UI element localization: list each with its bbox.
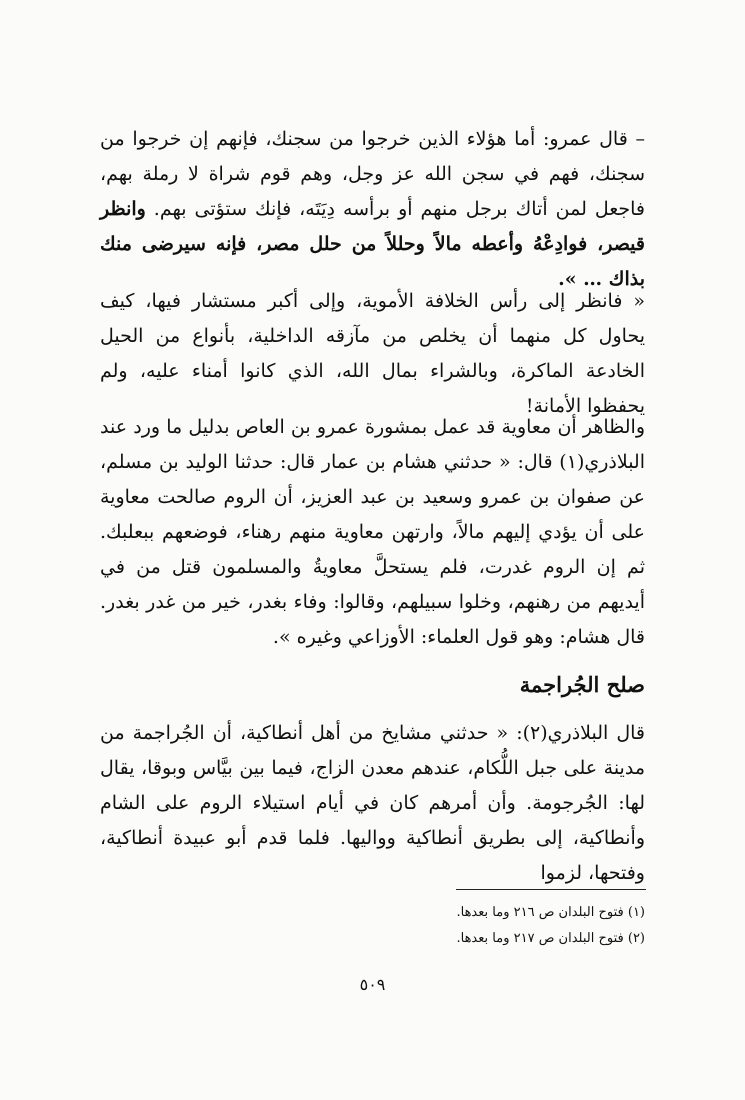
commentary-paragraph: « فانظر إلى رأس الخلافة الأموية، وإلى أكبر مستشار فيها، كيف يحاول كل منهما أن يخلص من مآزقه الداخلية، بأنواع من الحيل الخادعة الماكرة، وبالشراء بمال الله، الذي كانوا أمناء عليه، ولم يحفظوا الأمانة! [100,290,645,417]
footnote-divider [456,889,646,890]
jarajima-paragraph: قال البلاذري(٢): « حدثني مشايخ من أهل أنطاكية، أن الجُراجمة من مدينة على جبل اللُّكام، عندهم معدن الزاج، فيما بين بيَّاس وبوقا، يقال لها: الجُرجومة. وأن أمرهم كان في أيام استيلاء الروم على الشام وأنطاكية، إلى بطريق أنطاكية وواليها. فلما قدم أبو عبيدة أنطاكية، وفتحها، لزموا [100,722,645,884]
section-heading: صلح الجُراجمة [519,672,645,697]
amr-quote-paragraph [100,122,645,297]
footnote-2: (٢) فتوح البلدان ص ٢١٧ وما بعدها. [456,931,645,946]
amr-quote-text: – قال عمرو: أما هؤلاء الذين خرجوا من سجنك، فإنهم إن خرجوا من سجنك، فهم في سجن الله عز وجل، وهم قوم شراة لا رملة بهم، فاجعل لمن أتاك برجل منهم أو برأسه دِيَتَه، فإنك ستؤتى بهم. [100,128,645,220]
amr-quote-bold-text: وانظر قيصر، فوادِعْهُ وأعطه مالاً وحللاً من حلل مصر، فإنه سيرضى منك بذاك … ». [100,198,645,290]
page-number: ٥٠٩ [359,975,386,994]
footnote-1: (١) فتوح البلدان ص ٢١٦ وما بعدها. [456,905,645,920]
baladhuri-narration-paragraph: والظاهر أن معاوية قد عمل بمشورة عمرو بن العاص بدليل ما ورد عند البلاذري(١) قال: « حدثني هشام بن عمار قال: حدثنا الوليد بن مسلم، عن صفوان بن عمرو وسعيد بن عبد العزيز، أن الروم صالحت معاوية على أن يؤدي إليهم مالاً، وارتهن معاوية منهم رهناء، فوضعهم ببعلبك. ثم إن الروم غدرت، فلم يستحلَّ معاويةُ والمسلمون قتل من في أيديهم من رهنهم، وخلوا سبيلهم، وقالوا: وفاء بغدر، خير من غدر بغدر. قال هشام: وهو قول العلماء: الأوزاعي وغيره ». [100,416,645,648]
